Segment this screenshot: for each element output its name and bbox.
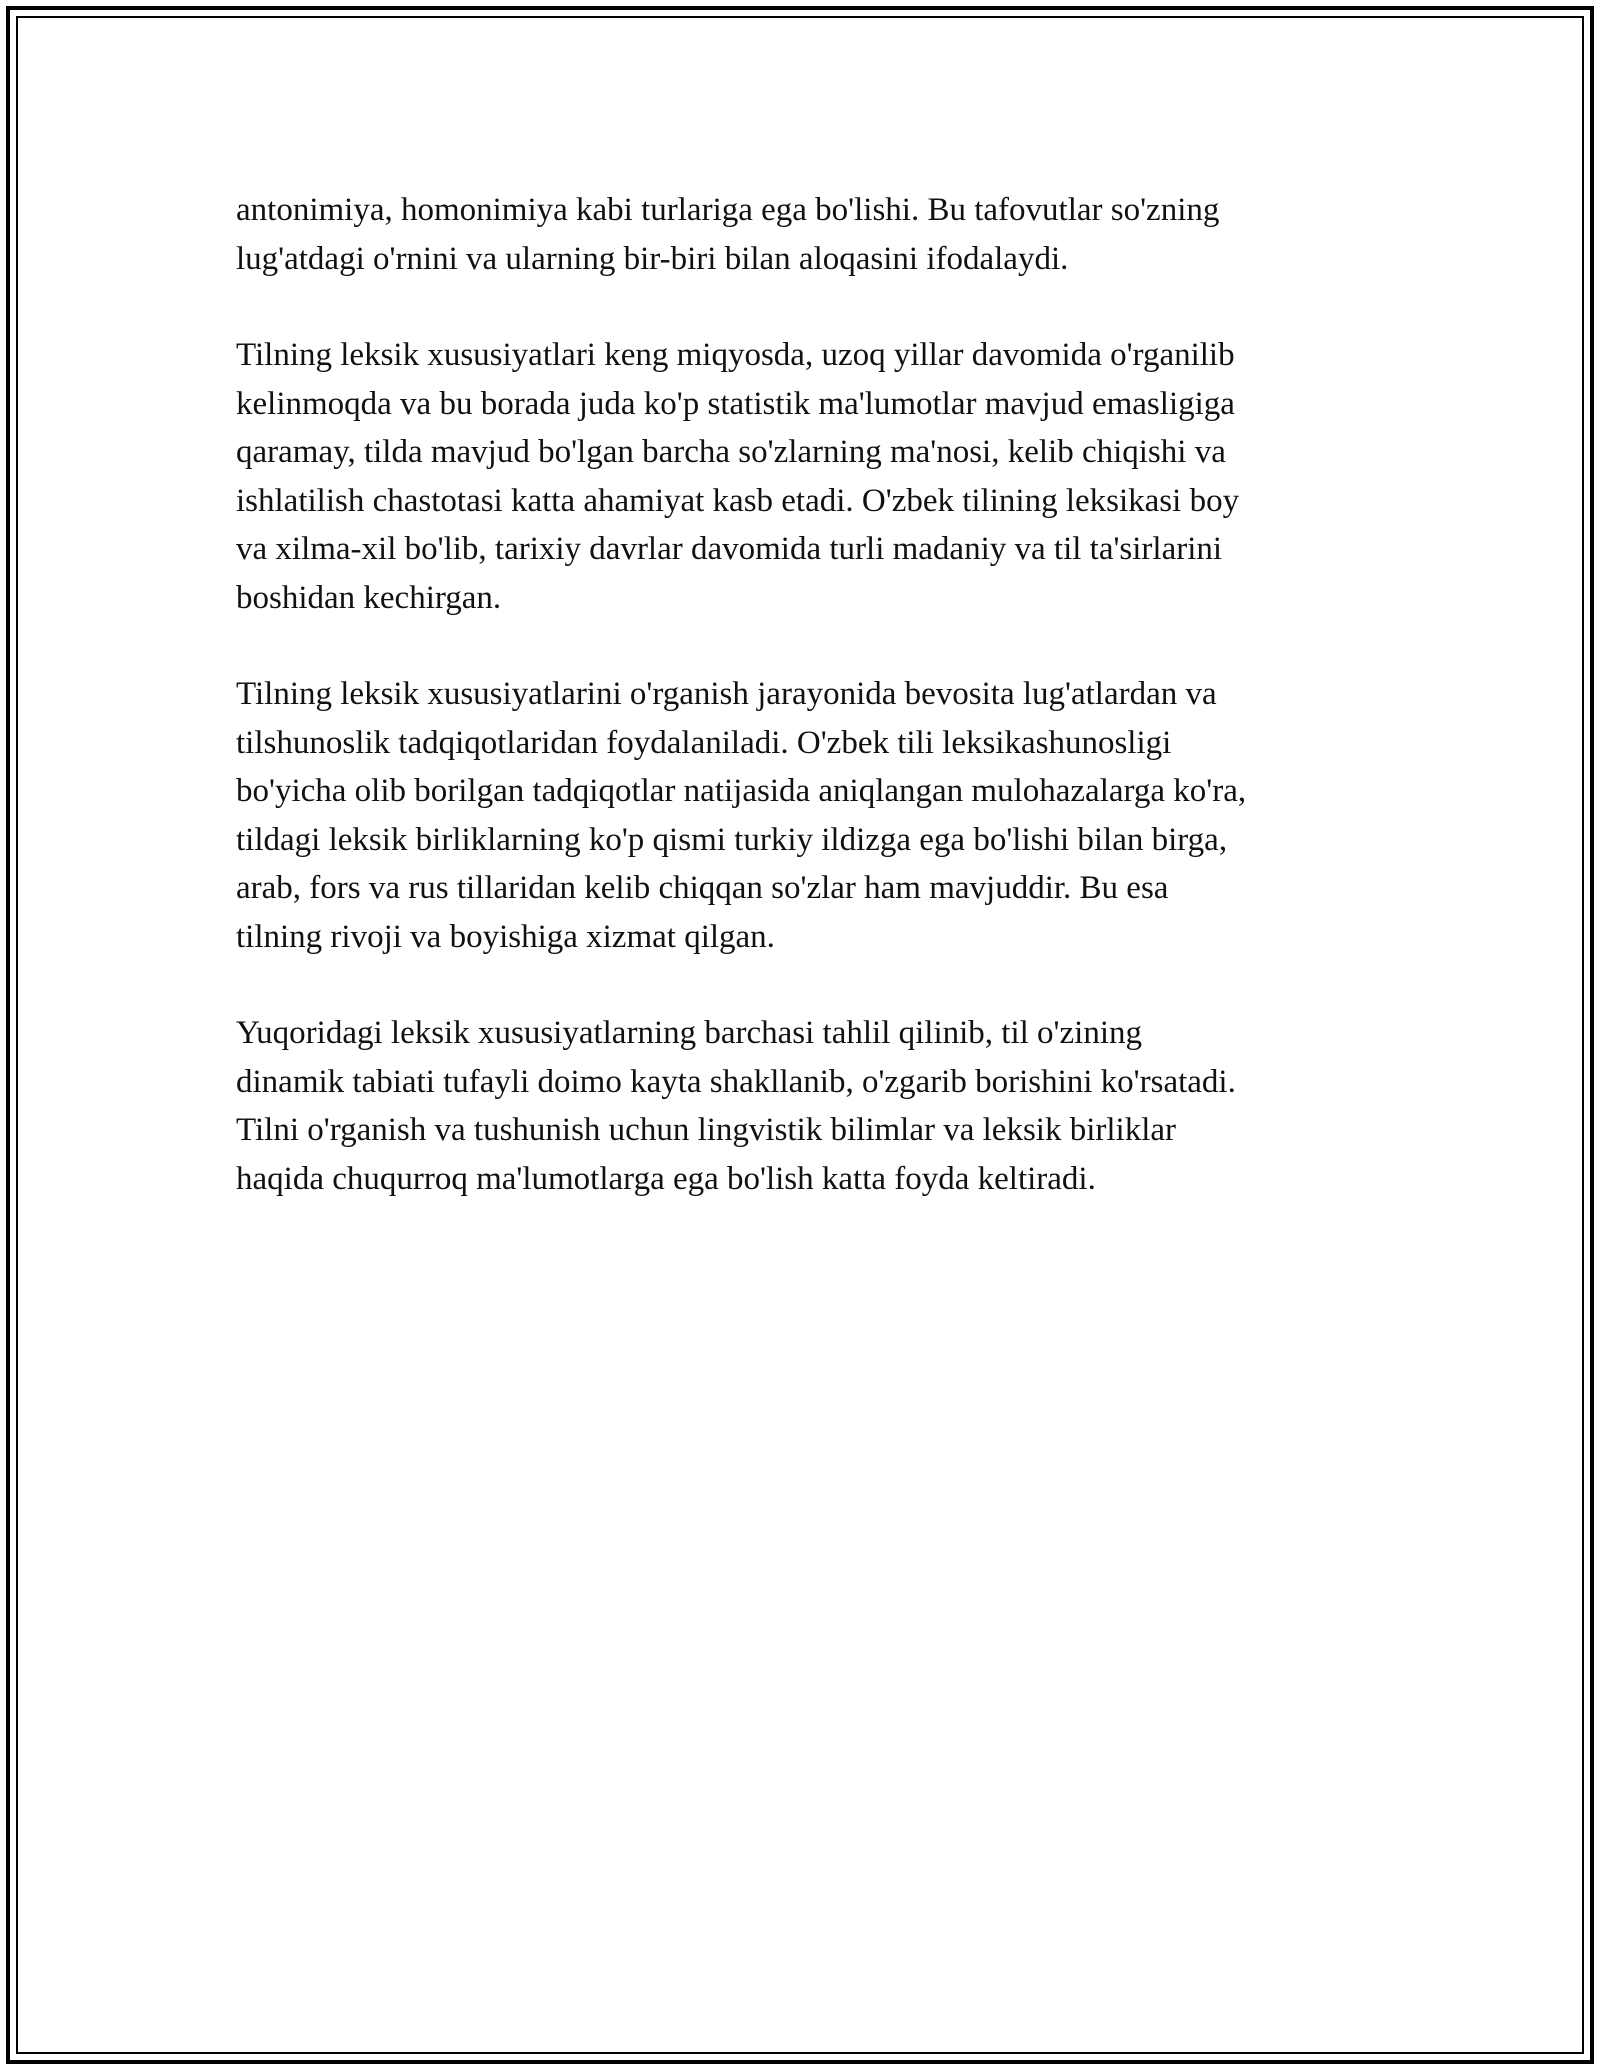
text-line: dinamik tabiati tufayli doimo kayta shakllanib, o'zgarib borishini ko'rsatadi. bbox=[236, 1063, 1236, 1100]
text-line: tilshunoslik tadqiqotlaridan foydalaniladi. O'zbek tili leksikashunosligi bbox=[236, 724, 1172, 761]
text-line: ishlatilish chastotasi katta ahamiyat kasb etadi. O'zbek tilining leksikasi boy bbox=[236, 482, 1240, 519]
text-line: lug'atdagi o'rnini va ularning bir-biri bilan aloqasini ifodalaydi. bbox=[236, 240, 1069, 277]
text-line: Tilning leksik xususiyatlari keng miqyosda, uzoq yillar davomida o'rganilib bbox=[236, 337, 1235, 373]
text-line: haqida chuqurroq ma'lumotlarga ega bo'lish katta foyda keltiradi. bbox=[236, 1160, 1096, 1197]
document-body bbox=[236, 186, 1376, 1251]
text-line: arab, fors va rus tillaridan kelib chiqqan so'zlar ham mavjuddir. Bu esa bbox=[236, 870, 1169, 906]
text-line: va xilma-xil bo'lib, tarixiy davrlar davomida turli madaniy va til ta'sirlarini bbox=[236, 531, 1223, 567]
text-line: Tilning leksik xususiyatlarini o'rganish jarayonida bevosita lug'atlardan va bbox=[236, 676, 1217, 712]
paragraph-3 bbox=[236, 670, 1376, 961]
text-line: Tilni o'rganish va tushunish uchun lingvistik bilimlar va leksik birliklar bbox=[236, 1112, 1177, 1148]
text-line: kelinmoqda va bu borada juda ko'p statistik ma'lumotlar mavjud emasligiga bbox=[236, 385, 1235, 422]
text-line: tilning rivoji va boyishiga xizmat qilgan. bbox=[236, 918, 775, 955]
paragraph-1 bbox=[236, 186, 1376, 283]
text-line: boshidan kechirgan. bbox=[236, 579, 502, 616]
text-line: tildagi leksik birliklarning ko'p qismi turkiy ildizga ega bo'lishi bilan birga, bbox=[236, 821, 1228, 858]
paragraph-2 bbox=[236, 331, 1376, 622]
text-line: qaramay, tilda mavjud bo'lgan barcha so'zlarning ma'nosi, kelib chiqishi va bbox=[236, 434, 1226, 470]
paragraph-4 bbox=[236, 1009, 1376, 1203]
text-line: antonimiya, homonimiya kabi turlariga ega bo'lishi. Bu tafovutlar so'zning bbox=[236, 192, 1220, 228]
text-line: bo'yicha olib borilgan tadqiqotlar natijasida aniqlangan mulohazalarga ko'ra, bbox=[236, 773, 1247, 809]
text-line: Yuqoridagi leksik xususiyatlarning barchasi tahlil qilinib, til o'zining bbox=[236, 1015, 1142, 1051]
